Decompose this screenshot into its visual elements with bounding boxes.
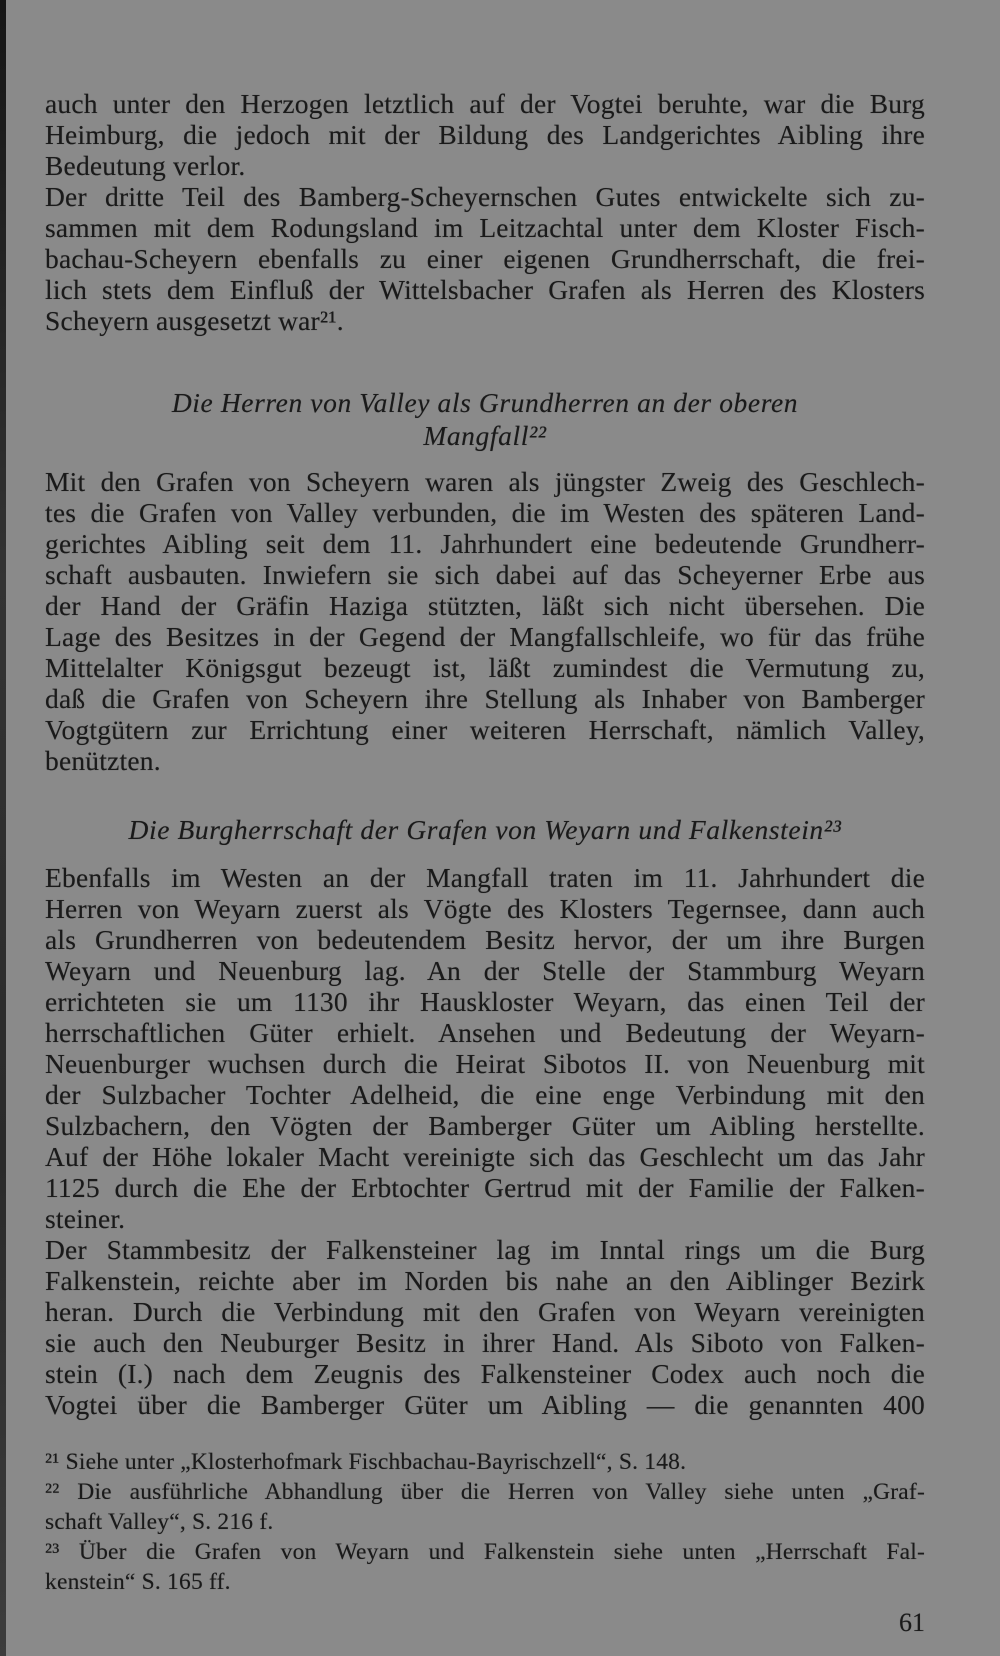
section-heading-weyarn-falkenstein [45,813,925,846]
paragraph-grafen-von-valley [45,466,925,776]
text-line: heran. Durch die Verbindung mit den Grafen von Weyarn vereinigten [45,1296,925,1327]
section-heading-valley [45,386,925,452]
footnote-line: ²¹ Siehe unter „Klosterhofmark Fischbachau-Bayrischzell“, S. 148. [45,1449,687,1475]
footnote-line: schaft Valley“, S. 216 f. [45,1509,274,1535]
text-line: tes die Grafen von Valley verbunden, die im Westen des späteren Land- [45,497,925,528]
heading-line: Die Herren von Valley als Grundherren an der oberen [171,387,799,418]
text-line: schaft ausbauten. Inwiefern sie sich dabei auf das Scheyerner Erbe aus [45,559,925,590]
text-line: der Sulzbacher Tochter Adelheid, die eine enge Verbindung mit den [45,1079,925,1110]
paragraph-stammbesitz-falkensteiner [45,1234,925,1420]
text-line: Neuenburger wuchsen durch die Heirat Sibotos II. von Neuenburg mit [45,1048,925,1079]
text-line: Weyarn und Neuenburg lag. An der Stelle der Stammburg Weyarn [45,955,925,986]
text-line: benützten. [45,745,161,776]
text-line: Ebenfalls im Westen an der Mangfall traten im 11. Jahrhundert die [45,862,925,893]
text-line: als Grundherren von bedeutendem Besitz hervor, der um ihre Burgen [45,924,925,955]
text-line: Sulzbachern, den Vögten der Bamberger Güter um Aibling herstellte. [45,1110,925,1141]
text-line: stein (I.) nach dem Zeugnis des Falkensteiner Codex auch noch die [45,1358,925,1389]
footnote-line: ²² Die ausführliche Abhandlung über die Herren von Valley siehe unten „Graf- [45,1479,925,1505]
text-line: Falkenstein, reichte aber im Norden bis nahe an den Aiblinger Bezirk [45,1265,925,1296]
text-line: sie auch den Neuburger Besitz in ihrer Hand. Als Siboto von Falken- [45,1327,925,1358]
text-line: Lage des Besitzes in der Gegend der Mangfallschleife, wo für das frühe [45,621,925,652]
text-line: Vogtgütern zur Errichtung einer weiteren Herrschaft, nämlich Valley, [45,714,925,745]
text-line: sammen mit dem Rodungsland im Leitzachtal unter dem Kloster Fisch- [45,212,925,243]
text-line: errichteten sie um 1130 ihr Hauskloster Weyarn, das einen Teil der [45,986,925,1017]
paragraph-herren-von-weyarn [45,862,925,1234]
text-line: steiner. [45,1203,126,1234]
book-page [45,0,925,1638]
footnotes-block [45,1447,925,1597]
heading-line: Die Burgherrschaft der Grafen von Weyarn und Falkenstein²³ [128,814,842,845]
text-line: lich stets dem Einfluß der Wittelsbacher Grafen als Herren des Klosters [45,274,925,305]
text-line: Mittelalter Königsgut bezeugt ist, läßt zumindest die Vermutung zu, [45,652,925,683]
text-line: Heimburg, die jedoch mit der Bildung des Landgerichtes Aibling ihre [45,119,925,150]
text-line: auch unter den Herzogen letztlich auf der Vogtei beruhte, war die Burg [45,88,925,119]
text-line: herrschaftlichen Güter erhielt. Ansehen und Bedeutung der Weyarn- [45,1017,925,1048]
scan-gutter-edge [0,0,6,1656]
paragraph-heimburg-bamberg [45,88,925,336]
text-line: der Hand der Gräfin Haziga stützten, läßt sich nicht übersehen. Die [45,590,925,621]
text-line: Herren von Weyarn zuerst als Vögte des Klosters Tegernsee, dann auch [45,893,925,924]
text-line: Bedeutung verlor. [45,150,246,181]
text-line: gerichtes Aibling seit dem 11. Jahrhundert eine bedeutende Grundherr- [45,528,925,559]
text-line: Vogtei über die Bamberger Güter um Aibling — die genannten 400 [45,1389,925,1420]
text-line: daß die Grafen von Scheyern ihre Stellung als Inhaber von Bamberger [45,683,925,714]
text-line: Scheyern ausgesetzt war²¹. [45,305,344,336]
text-line: bachau-Scheyern ebenfalls zu einer eigenen Grundherrschaft, die frei- [45,243,925,274]
text-line: Der dritte Teil des Bamberg-Scheyernschen Gutes entwickelte sich zu- [45,181,925,212]
text-line: Auf der Höhe lokaler Macht vereinigte sich das Geschlecht um das Jahr [45,1141,925,1172]
text-line: 1125 durch die Ehe der Erbtochter Gertrud mit der Familie der Falken- [45,1172,925,1203]
heading-line: Mangfall²² [423,420,547,451]
footnote-line: kenstein“ S. 165 ff. [45,1569,231,1595]
page-number: 61 [899,1608,925,1637]
text-line: Mit den Grafen von Scheyern waren als jüngster Zweig des Geschlech- [45,466,925,497]
text-line: Der Stammbesitz der Falkensteiner lag im Inntal rings um die Burg [45,1234,925,1265]
footnote-line: ²³ Über die Grafen von Weyarn und Falkenstein siehe unten „Herrschaft Fal- [45,1539,925,1565]
